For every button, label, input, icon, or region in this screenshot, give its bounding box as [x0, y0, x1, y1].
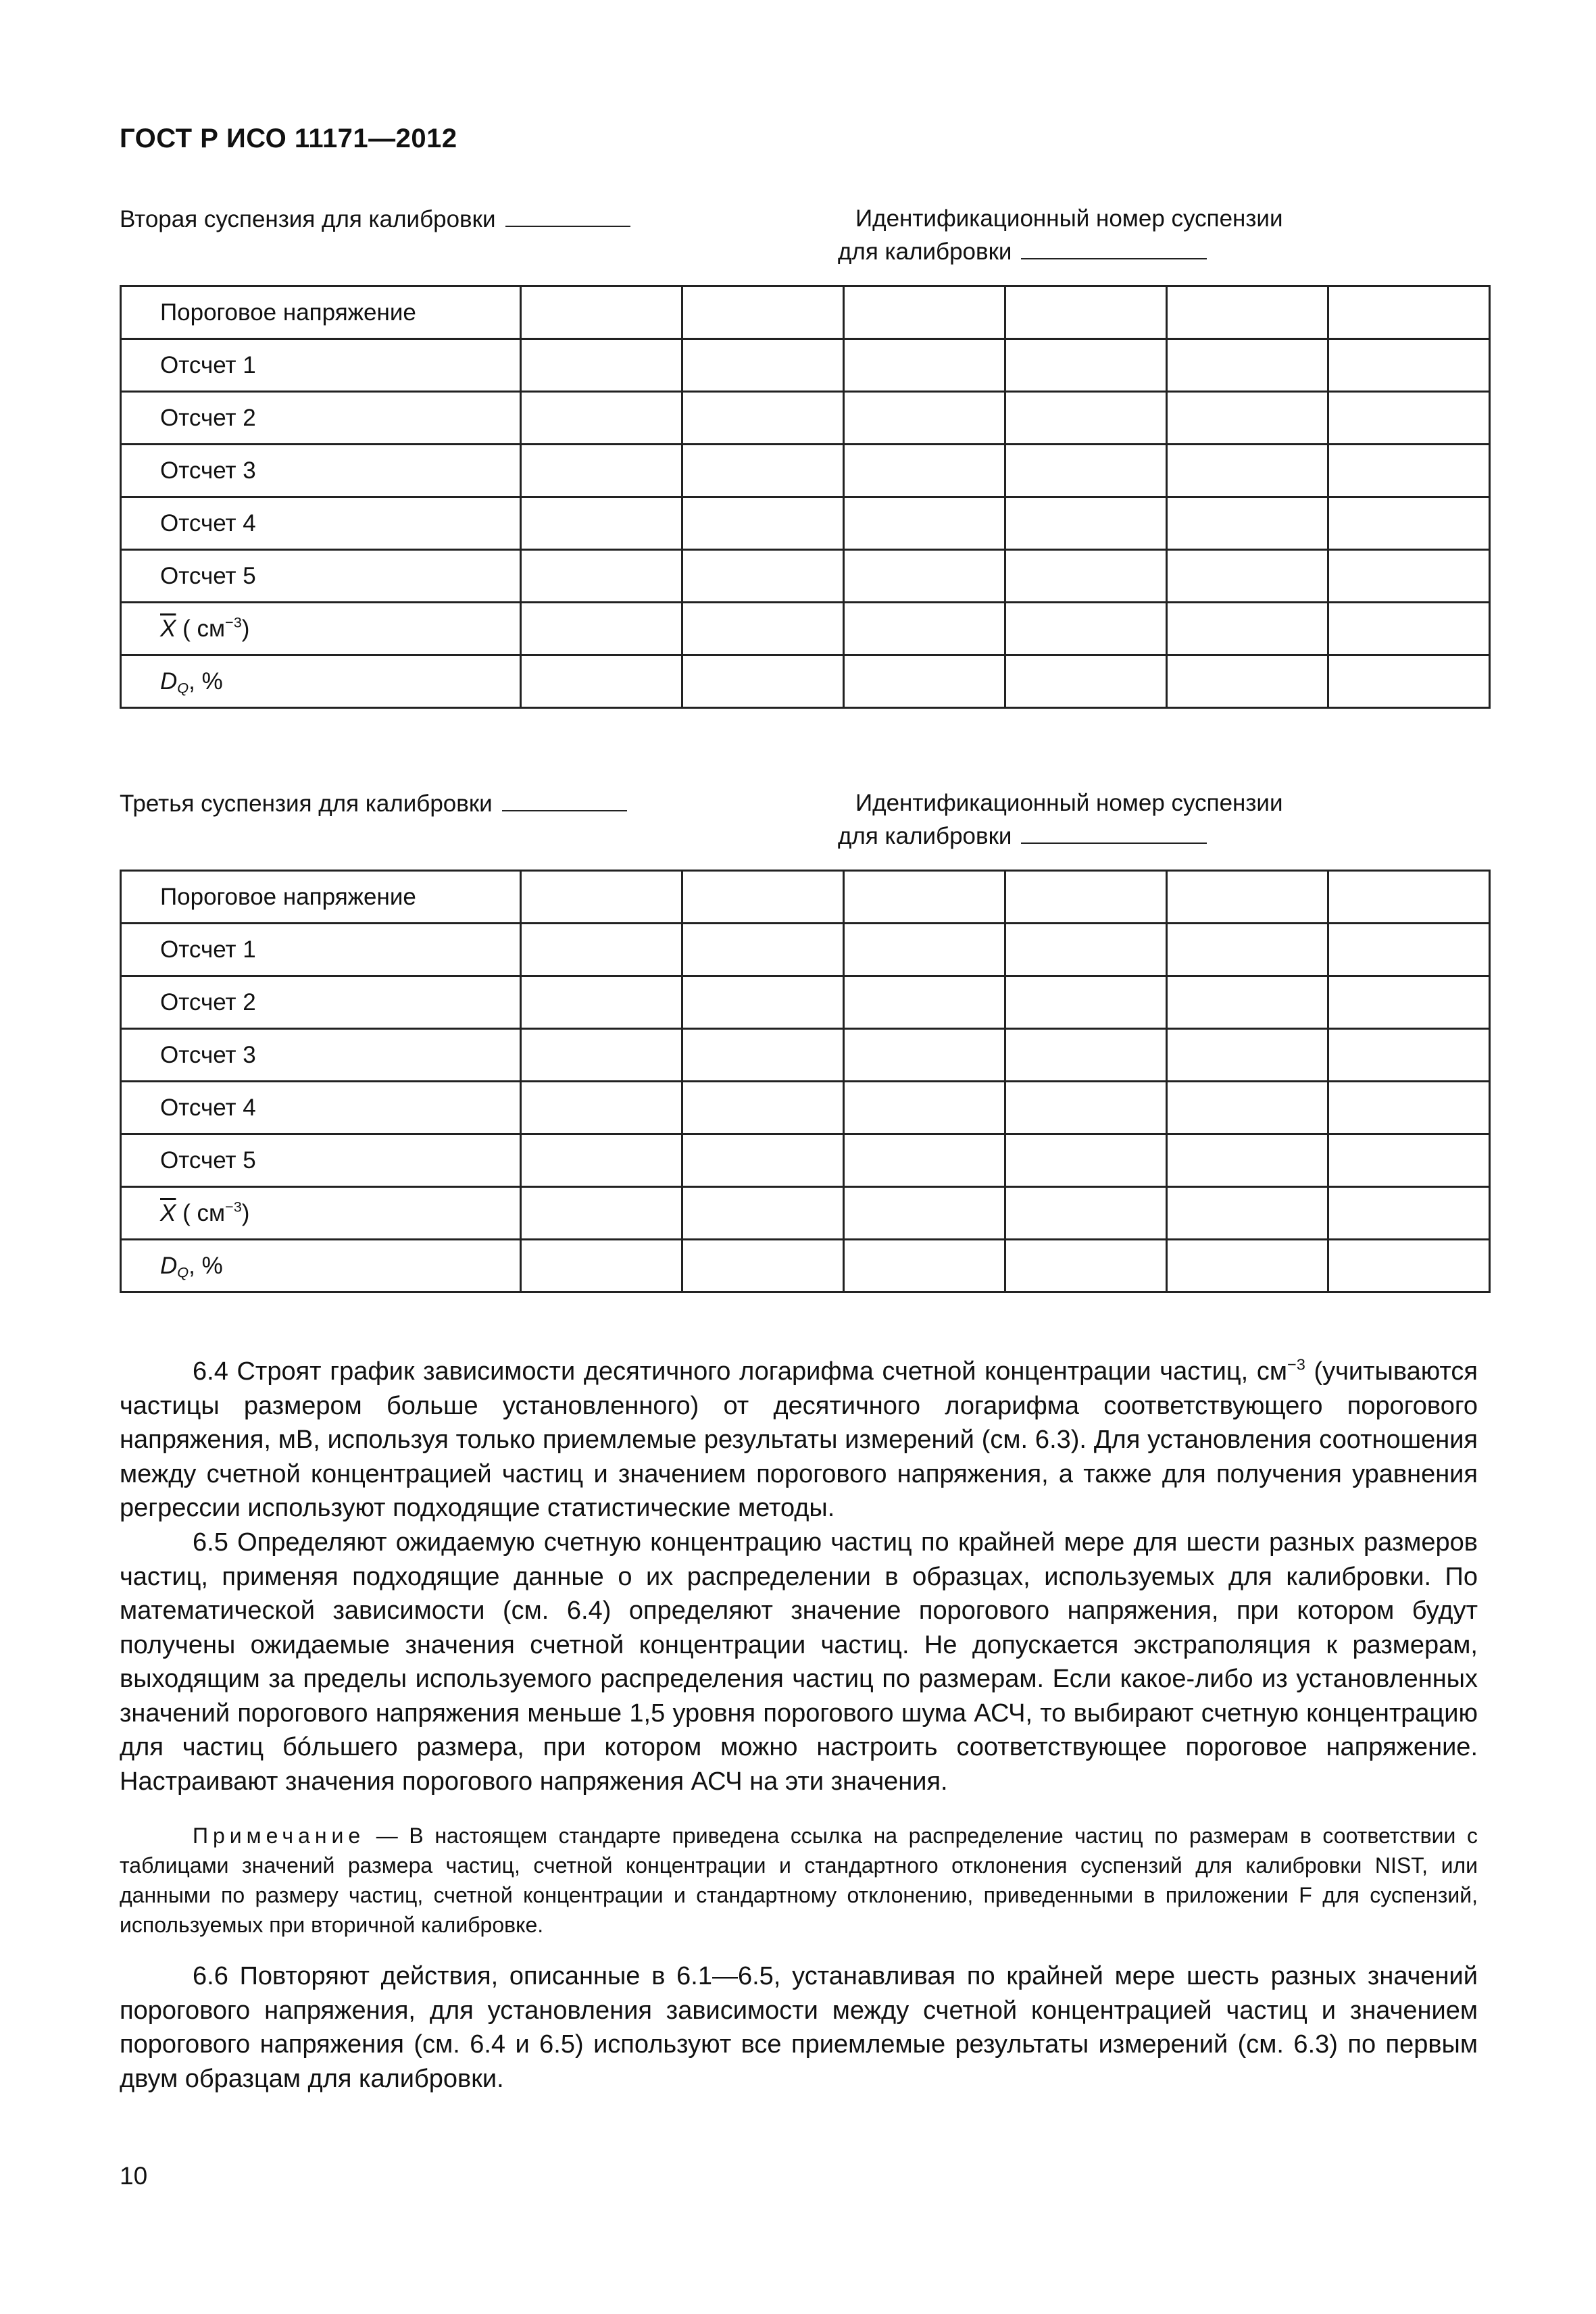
table-cell[interactable] [521, 1082, 682, 1134]
table-cell[interactable] [1167, 1082, 1328, 1134]
table-cell[interactable] [844, 392, 1005, 445]
table-cell[interactable] [1167, 286, 1328, 339]
table-cell[interactable] [844, 1240, 1005, 1292]
table-cell[interactable] [1005, 976, 1167, 1029]
count-label: Отсчет 4 [121, 497, 521, 550]
table-cell[interactable] [682, 445, 844, 497]
note-label: Примечание [193, 1823, 366, 1848]
table-cell[interactable] [844, 550, 1005, 603]
table-cell[interactable] [521, 655, 682, 708]
table-row [121, 286, 1490, 339]
mean-unit-close: ) [241, 615, 250, 642]
count-label: Отсчет 5 [121, 1134, 521, 1187]
table-row [121, 497, 1490, 550]
suspension-id-blank[interactable] [1021, 235, 1207, 259]
table-cell[interactable] [1328, 497, 1490, 550]
table-cell[interactable] [1328, 871, 1490, 924]
mean-unit: ( см [182, 615, 226, 642]
table-cell[interactable] [1328, 1134, 1490, 1187]
table-cell[interactable] [1328, 392, 1490, 445]
suspension-id [838, 787, 1283, 853]
suspension-id [838, 203, 1283, 268]
table-cell[interactable] [844, 497, 1005, 550]
table-cell[interactable] [1005, 392, 1167, 445]
table-row [121, 1187, 1490, 1240]
table-cell[interactable] [1005, 550, 1167, 603]
table-cell[interactable] [682, 1082, 844, 1134]
table-cell[interactable] [682, 339, 844, 392]
table-cell[interactable] [844, 655, 1005, 708]
table-cell[interactable] [1005, 1187, 1167, 1240]
table-cell[interactable] [1328, 976, 1490, 1029]
table-cell[interactable] [1167, 655, 1328, 708]
dq-unit: , % [189, 668, 223, 695]
count-label: Отсчет 2 [121, 392, 521, 445]
dq-subscript: Q [177, 1263, 189, 1280]
mean-label [121, 1187, 521, 1240]
paragraph-6-4-part2: (учитываются частицы размером больше установленного) от десятичного логарифма соответствующего порогового напряжения, мВ, используя только приемлемые результаты измерений (см. 6.3). Для установления соотношения между счетной концентрацией частиц и значением порогового напряжения, а также для получения уравнения регрессии используют подходящие статистические методы. [120, 1357, 1478, 1522]
table-cell[interactable] [1167, 1187, 1328, 1240]
table-cell[interactable] [1328, 1187, 1490, 1240]
table-cell[interactable] [1167, 1240, 1328, 1292]
dq-label [121, 1240, 521, 1292]
table-row [121, 871, 1490, 924]
table-cell[interactable] [844, 924, 1005, 976]
table-cell[interactable] [521, 445, 682, 497]
calibration-table [120, 870, 1491, 1293]
table-row [121, 603, 1490, 655]
suspension-id-line1: Идентификационный номер суспензии [855, 205, 1283, 232]
table-cell[interactable] [682, 976, 844, 1029]
table-cell[interactable] [1005, 871, 1167, 924]
table-cell[interactable] [682, 655, 844, 708]
suspension-id-blank[interactable] [1021, 820, 1207, 844]
dq-unit: , % [189, 1252, 223, 1279]
table-cell[interactable] [1167, 1134, 1328, 1187]
table-row [121, 1134, 1490, 1187]
table-row [121, 445, 1490, 497]
suspension-id-line2 [838, 235, 1283, 268]
paragraph-text [120, 1355, 1478, 1526]
table-cell[interactable] [682, 497, 844, 550]
table-cell[interactable] [1167, 339, 1328, 392]
table-row [121, 655, 1490, 708]
table-cell[interactable] [1005, 603, 1167, 655]
table-cell[interactable] [1167, 603, 1328, 655]
table-cell[interactable] [1167, 445, 1328, 497]
table-cell[interactable] [844, 445, 1005, 497]
mean-label [121, 603, 521, 655]
suspension-name-blank[interactable] [502, 787, 627, 811]
table-row [121, 976, 1490, 1029]
table-cell[interactable] [1167, 871, 1328, 924]
table-cell[interactable] [1005, 1134, 1167, 1187]
table-cell[interactable] [1328, 445, 1490, 497]
table-cell[interactable] [1005, 1240, 1167, 1292]
table-row [121, 392, 1490, 445]
dq-label [121, 655, 521, 708]
table-row [121, 339, 1490, 392]
table-cell[interactable] [1328, 1029, 1490, 1082]
suspension-label-text: Вторая суспензия для калибровки [120, 206, 496, 232]
table-cell[interactable] [1328, 1082, 1490, 1134]
table-cell[interactable] [682, 1187, 844, 1240]
calibration-table [120, 285, 1491, 709]
table-cell[interactable] [682, 1029, 844, 1082]
paragraph-6-4 [120, 1355, 1478, 1526]
mean-unit-exponent: −3 [225, 1198, 242, 1215]
suspension-id-line2-text: для калибровки [838, 238, 1012, 265]
dq-symbol: D [160, 668, 178, 695]
table-cell[interactable] [1328, 286, 1490, 339]
table-cell[interactable] [521, 871, 682, 924]
note [120, 1821, 1478, 1940]
paragraph-text: 6.6 Повторяют действия, описанные в 6.1—6.5, устанавливая по крайней мере шесть разных значений порогового напряжения, для установления зависимости между счетной концентрацией частиц и значением порогового напряжения (см. 6.4 и 6.5) используют все приемлемые результаты измерений (см. 6.3) по первым двум образцам для калибровки. [120, 1962, 1478, 2093]
table-cell[interactable] [1167, 1029, 1328, 1082]
table-row [121, 1240, 1490, 1292]
table-row [121, 924, 1490, 976]
table-cell[interactable] [1328, 1240, 1490, 1292]
table-cell[interactable] [844, 339, 1005, 392]
suspension-label [120, 203, 630, 236]
paragraph-6-4-part1: 6.4 Строят график зависимости десятичного логарифма счетной концентрации частиц, см [193, 1357, 1287, 1386]
table-cell[interactable] [682, 550, 844, 603]
threshold-voltage-label: Пороговое напряжение [121, 871, 521, 924]
table-cell[interactable] [1167, 497, 1328, 550]
table-cell[interactable] [521, 286, 682, 339]
table-cell[interactable] [844, 1187, 1005, 1240]
paragraph-text: 6.5 Определяют ожидаемую счетную концентрацию частиц по крайней мере для шести разных размеров частиц, применяя подходящие данные о их распределении в образцах, используемых для калибровки. По математической зависимости (см. 6.4) определяют значение порогового напряжения, при котором будут получены ожидаемые значения счетной концентрации частиц. Не допускается экстраполяция к размерам, выходящим за пределы используемого распределения частиц по размерам. Если какое-либо из установленных значений порогового напряжения меньше 1,5 уровня порогового шума АСЧ, то выбирают счетную концентрацию для частиц бóльшего размера, при котором можно настроить соответствующее пороговое напряжение. Настраивают значения порогового напряжения АСЧ на эти значения. [120, 1528, 1478, 1796]
mean-unit-exponent: −3 [225, 613, 242, 631]
table-cell[interactable] [521, 392, 682, 445]
table-cell[interactable] [682, 1240, 844, 1292]
table-cell[interactable] [1005, 339, 1167, 392]
page-number: 10 [120, 2162, 148, 2190]
suspension-label [120, 787, 627, 820]
table-row [121, 1029, 1490, 1082]
dq-subscript: Q [177, 678, 189, 696]
threshold-voltage-label: Пороговое напряжение [121, 286, 521, 339]
table-cell[interactable] [521, 976, 682, 1029]
mean-unit-close: ) [241, 1199, 250, 1226]
table-cell[interactable] [521, 1134, 682, 1187]
table-cell[interactable] [1005, 1029, 1167, 1082]
mean-symbol: $\overline{X}$ [160, 1199, 176, 1226]
table-cell[interactable] [521, 1240, 682, 1292]
table-cell[interactable] [844, 1029, 1005, 1082]
table-cell[interactable] [1328, 924, 1490, 976]
table-cell[interactable] [1005, 924, 1167, 976]
table-row [121, 550, 1490, 603]
note-text: — В настоящем стандарте приведена ссылка на распределение частиц по размерам в соответствии с таблицами значений размера частиц, счетной концентрации и стандартного отклонения суспензий для калибровки NIST, или данными по размеру частиц, счетной концентрации и стандартному отклонению, приведенными в приложении F для суспензий, используемых при вторичной калибровке. [120, 1823, 1478, 1937]
table-cell[interactable] [1328, 603, 1490, 655]
table-cell[interactable] [1167, 550, 1328, 603]
table-cell[interactable] [1328, 339, 1490, 392]
table-cell[interactable] [1328, 550, 1490, 603]
table-cell[interactable] [1005, 497, 1167, 550]
table-cell[interactable] [844, 286, 1005, 339]
table-cell[interactable] [521, 1187, 682, 1240]
table-cell[interactable] [682, 871, 844, 924]
suspension-id-line2 [838, 820, 1283, 853]
table-cell[interactable] [521, 603, 682, 655]
mean-unit: ( см [182, 1199, 226, 1226]
suspension-label-text: Третья суспензия для калибровки [120, 790, 493, 817]
table-cell[interactable] [1005, 286, 1167, 339]
table-cell[interactable] [1328, 655, 1490, 708]
mean-symbol: $\overline{X}$ [160, 615, 176, 642]
suspension-id-line1: Идентификационный номер суспензии [855, 790, 1283, 816]
table-cell[interactable] [1005, 655, 1167, 708]
table-cell[interactable] [844, 1082, 1005, 1134]
table-cell[interactable] [682, 1134, 844, 1187]
suspension-name-blank[interactable] [505, 203, 630, 227]
suspension-id-line2-text: для калибровки [838, 823, 1012, 849]
table-cell[interactable] [844, 976, 1005, 1029]
count-label: Отсчет 4 [121, 1082, 521, 1134]
table-cell[interactable] [1167, 924, 1328, 976]
table-cell[interactable] [844, 603, 1005, 655]
count-label: Отсчет 2 [121, 976, 521, 1029]
table-cell[interactable] [1005, 1082, 1167, 1134]
count-label: Отсчет 1 [121, 339, 521, 392]
paragraph-6-4-exponent: −3 [1287, 1355, 1305, 1374]
paragraph-6-5 [120, 1526, 1478, 1799]
table-cell[interactable] [682, 392, 844, 445]
table-cell[interactable] [682, 924, 844, 976]
table-cell[interactable] [521, 497, 682, 550]
table-cell[interactable] [521, 924, 682, 976]
standard-header: ГОСТ Р ИСО 11171—2012 [120, 124, 457, 153]
table-cell[interactable] [1167, 392, 1328, 445]
table-cell[interactable] [844, 871, 1005, 924]
count-label: Отсчет 3 [121, 445, 521, 497]
table-cell[interactable] [521, 339, 682, 392]
table-cell[interactable] [1005, 445, 1167, 497]
table-cell[interactable] [682, 603, 844, 655]
table-cell[interactable] [844, 1134, 1005, 1187]
paragraph-6-6 [120, 1959, 1478, 2096]
count-label: Отсчет 3 [121, 1029, 521, 1082]
count-label: Отсчет 1 [121, 924, 521, 976]
table-cell[interactable] [521, 550, 682, 603]
table-cell[interactable] [521, 1029, 682, 1082]
table-row [121, 1082, 1490, 1134]
count-label: Отсчет 5 [121, 550, 521, 603]
dq-symbol: D [160, 1252, 178, 1279]
table-cell[interactable] [682, 286, 844, 339]
table-cell[interactable] [1167, 976, 1328, 1029]
